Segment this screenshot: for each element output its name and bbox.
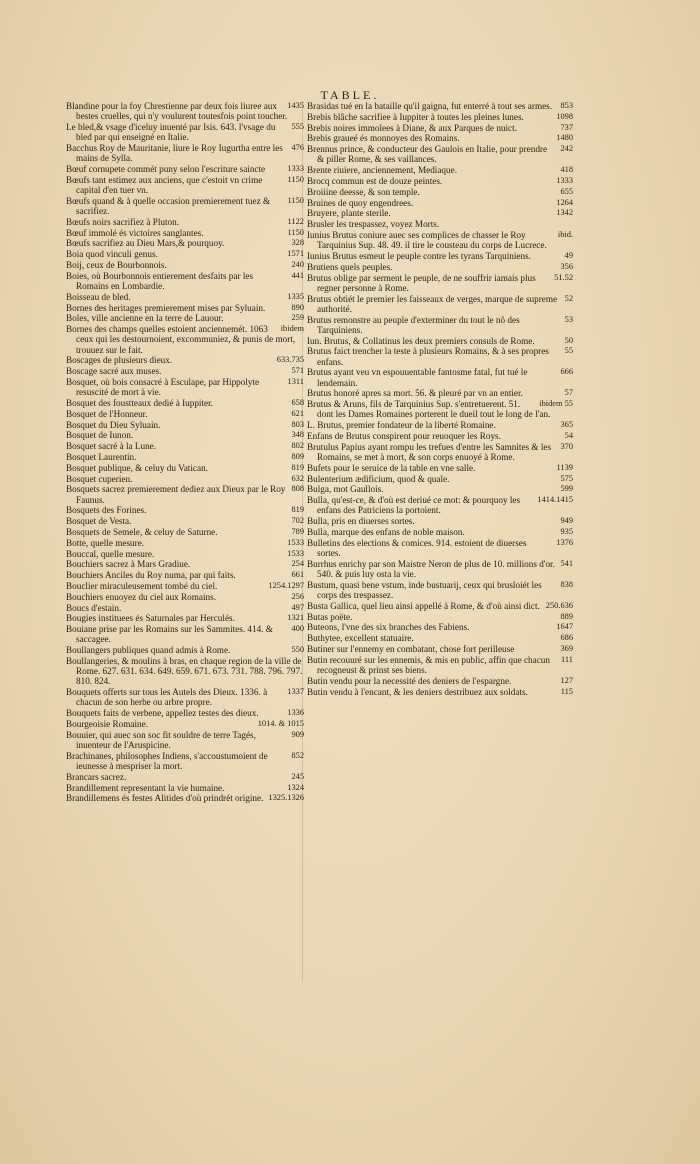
entry-text: Brusler les trespassez, voyez Morts. [307, 219, 440, 230]
page-reference: 242 [560, 144, 573, 154]
entry-text: Boscage sacré aux muses. [66, 366, 162, 377]
entry-text: Brente riuiere, anciennement, Mediaque. [307, 165, 457, 176]
index-entry [66, 313, 304, 323]
page-reference: 1533 [287, 537, 304, 547]
page-reference: 889 [560, 611, 573, 621]
entry-text: Buthytee, excellent statuaire. [307, 633, 414, 644]
entry-text: Boij, ceux de Bourbonnois. [66, 259, 167, 270]
index-entry [66, 730, 304, 750]
page-reference: 370 [560, 441, 573, 451]
page-reference: 1150 [287, 195, 304, 205]
index-entry [66, 249, 304, 259]
page-reference: 400 [291, 624, 304, 634]
page-reference: 328 [291, 238, 304, 248]
page-reference: 1014. & 1015 [257, 718, 304, 728]
entry-text: Bornes des champs quelles estoient anciennemét. 1063 ceux qui les destournoient, excommuniez, & punis de mort, trouuez sur le fait. [66, 324, 296, 355]
entry-text: Butiner sur l'ennemy en combatant, chose fort perilleuse [307, 643, 515, 654]
page-reference: 633.735 [276, 355, 304, 365]
index-entry [66, 687, 304, 707]
index-entry [66, 559, 304, 569]
page-reference: 808 [291, 484, 304, 494]
page-reference: 1254.1297 [268, 580, 304, 590]
left-column [66, 101, 304, 804]
entry-text: Boia quod vinculi genus. [66, 249, 158, 260]
index-entry [307, 559, 573, 579]
index-entry [307, 580, 573, 600]
page-reference: 256 [291, 591, 304, 601]
entry-text: Bosquet du Dieu Syluain. [66, 419, 161, 430]
entry-text: Bouchiers Anciles du Roy numa, par qui faits. [66, 570, 236, 581]
index-entry [66, 420, 304, 430]
entry-text: Bouquets offerts sur tous les Autels des Dieux. 1336. à chacun de son herbe ou arbre propre. [66, 687, 268, 708]
entry-text: Bœuf cornupete commét puny selon l'escriture saincte [66, 164, 266, 174]
page-reference: 909 [291, 729, 304, 739]
page-reference: 49 [564, 250, 573, 260]
page-reference: 819 [291, 505, 304, 515]
index-entry [66, 398, 304, 408]
entry-text: Butin recouuré sur les ennemis, & mis en public, affin que chacun recogneust & prinst ses biens. [307, 654, 550, 675]
index-entry [307, 133, 573, 143]
page-reference: 55 [564, 346, 573, 356]
index-entry [66, 441, 304, 451]
index-entry [307, 399, 573, 419]
entry-text: Brebis noires immolees à Diane, & aux Parques de nuict. [307, 122, 517, 133]
entry-text: Brandillemens és festes Alitides d'où prindrét origine. [66, 793, 264, 804]
index-entry [66, 260, 304, 270]
index-entry [66, 164, 304, 174]
entry-text: Bosquet sacré à la Lune. [66, 441, 157, 452]
entry-text: Bosquet publique, & celuy du Vatican. [66, 462, 208, 473]
page-reference: 621 [291, 408, 304, 418]
index-entry [307, 612, 573, 622]
entry-text: Bouuier, qui auec son soc fit souldre de terre Tagés, inuenteur de l'Aruspicine. [66, 729, 256, 750]
index-entry [66, 292, 304, 302]
page-reference: 1533 [287, 548, 304, 558]
entry-text: Boles, ville ancienne en la terre de Lauour. [66, 313, 224, 324]
page-reference: 1150 [287, 227, 304, 237]
entry-text: Iunius Brutus esmeut le peuple contre les tyrans Tarquiniens. [307, 250, 531, 261]
page-reference: 1311 [287, 376, 304, 386]
entry-text: Bosquet Laurentin. [66, 451, 137, 462]
page-reference: 1647 [556, 622, 573, 632]
index-entry [307, 294, 573, 314]
index-entry [66, 122, 304, 142]
entry-text: Bœufs noirs sacrifiez à Pluton. [66, 216, 180, 227]
page-reference: 555 [291, 122, 304, 131]
entry-text: Brutus oblige par serment le peuple, de ne souffrir iamais plus regner personne à Rome. [307, 272, 536, 293]
entry-text: Bustum, quasi bene vstum, inde bustuarij, ceux qui brusloiét les corps des trespassez. [307, 579, 542, 600]
index-entry [307, 463, 573, 473]
page-reference: 1435 [287, 101, 304, 110]
page-reference: 1414.1415 [537, 495, 573, 505]
page-reference: 476 [291, 143, 304, 152]
index-entry [307, 273, 573, 293]
index-entry [66, 355, 304, 365]
index-entry [307, 474, 573, 484]
entry-text: Bouchiers enuoyez du ciel aux Romains. [66, 591, 217, 602]
page-reference: 1333 [287, 164, 304, 173]
index-entry [307, 123, 573, 133]
page-reference: 658 [291, 397, 304, 407]
page-reference: 115 [560, 686, 573, 696]
entry-text: Brutulus Papius ayant rompu les trefues d'entre les Samnites & les Romains, se met à mort, & son corps enuoyé à Rome. [307, 441, 552, 462]
entry-text: Bosquets sacrez premierement dediez aux Dieux par le Roy Faunus. [66, 484, 286, 505]
index-entry [66, 303, 304, 313]
index-entry [307, 516, 573, 526]
entry-text: Bourgeoisie Romaine. [66, 718, 148, 729]
entry-text: Bosquet de l'Honneur. [66, 408, 148, 419]
index-entry [307, 388, 573, 398]
page-reference: 50 [564, 335, 573, 345]
entry-text: Bornes des heritages premierement mises par Syluain. [66, 302, 266, 313]
index-entry [307, 644, 573, 654]
page-reference: 245 [291, 771, 304, 781]
entry-text: Bœuf immolé és victoires sanglantes. [66, 227, 204, 238]
index-entry [66, 549, 304, 559]
index-entry [66, 217, 304, 227]
index-entry [66, 708, 304, 718]
page-reference: 1264 [556, 197, 573, 207]
entry-text: Bulletins des elections & comices. 914. estoient de diuerses sortes. [307, 537, 527, 558]
index-entry [66, 366, 304, 376]
entry-text: Bosquet, où bois consacré à Esculape, par Hippolyte resuscité de mort à vie. [66, 376, 260, 398]
entry-text: Brandillement representant la vie humaine. [66, 782, 225, 793]
index-entry [66, 324, 304, 355]
entry-text: Busta Gallica, quel lieu ainsi appellé à Rome, & d'où ainsi dict. [307, 600, 540, 611]
index-entry [66, 238, 304, 248]
entry-text: Brutiens quels peuples. [307, 261, 393, 272]
page-reference: 890 [291, 302, 304, 312]
page-reference: 259 [291, 313, 304, 323]
page-reference: 1321 [287, 613, 304, 623]
page-reference: 702 [291, 516, 304, 526]
page-reference: 737 [560, 122, 573, 132]
entry-text: Bouchiers sacrez à Mars Gradiue. [66, 559, 191, 570]
entry-text: Bouquets faits de verbene, appellez testes des dieux. [66, 708, 259, 719]
index-entry [66, 484, 304, 504]
index-entry [307, 484, 573, 494]
index-entry [66, 538, 304, 548]
index-entry [66, 581, 304, 591]
index-entry [66, 624, 304, 644]
index-entry [307, 208, 573, 218]
page-reference: ibidem 55 [539, 399, 573, 409]
index-entry [307, 495, 573, 515]
entry-text: Brocq commun est de douze peintes. [307, 175, 443, 186]
index-entry [307, 144, 573, 164]
entry-text: Brennus prince, & conducteur des Gaulois en Italie, pour prendre & piller Rome, & ses vaillances. [307, 144, 548, 165]
index-entry [66, 783, 304, 793]
index-entry [307, 655, 573, 675]
index-entry [307, 336, 573, 346]
index-entry [307, 101, 573, 111]
page-reference: 575 [560, 473, 573, 483]
page-reference: 240 [291, 259, 304, 269]
page-reference: 949 [560, 516, 573, 526]
entry-text: Brutus remonstre au peuple d'exterminer du tout le nô des Tarquiniens. [307, 314, 520, 335]
page-reference: 935 [560, 526, 573, 536]
entry-text: Burrhus enrichy par son Maistre Neron de plus de 10. millions d'or. 540. & puis luy osta la vie. [307, 558, 555, 579]
page-reference: 1139 [556, 462, 573, 472]
index-entry [66, 271, 304, 291]
page-reference: 250.636 [545, 600, 573, 610]
entry-text: Bulga, mot Gaullois. [307, 484, 384, 495]
page-reference: 348 [291, 430, 304, 440]
index-entry [66, 452, 304, 462]
entry-text: Bosquets de Semele, & celuy de Saturne. [66, 526, 218, 537]
page-reference: 632 [291, 473, 304, 483]
page-reference: 686 [560, 633, 573, 643]
page-reference: 853 [560, 101, 573, 110]
index-entry [66, 793, 304, 803]
index-entry [66, 592, 304, 602]
entry-text: Brancars sacrez. [66, 771, 127, 782]
entry-text: Boscages de plusieurs dieux. [66, 355, 173, 366]
index-entry [307, 346, 573, 366]
entry-text: Bosquets des Forines. [66, 505, 147, 516]
index-entry [307, 176, 573, 186]
entry-text: L. Brutus, premier fondateur de la liberté Romaine. [307, 420, 496, 431]
index-entry [66, 143, 304, 163]
entry-text: Brutus & Aruns, fils de Tarquinius Sup. s'entretuerent. 51. dont les Dames Romaines porterent le dueil tout le long de l'an. [307, 399, 551, 420]
entry-text: Bosquet de Vesta. [66, 516, 132, 527]
page-reference: 365 [560, 420, 573, 430]
page-reference: 1333 [556, 175, 573, 185]
entry-text: Butin vendu à l'encant, & les deniers destribuez aux soldats. [307, 686, 528, 697]
index-entry [66, 377, 304, 397]
page-reference: 1480 [556, 133, 573, 143]
entry-text: Brutus obtiét le premier les faisseaux de verges, marque de supreme authorité. [307, 293, 558, 314]
entry-text: Bouclier miraculeusement tombé du ciel. [66, 580, 218, 591]
entry-text: Brutus faict trencher la teste à plusieurs Romains, & à ses propres enfans. [307, 346, 549, 367]
index-entry [307, 633, 573, 643]
entry-text: Iun. Brutus, & Collatinus les deux premiers consuls de Rome. [307, 335, 535, 346]
page-title: TABLE. [320, 88, 380, 102]
page-reference: 599 [560, 484, 573, 494]
entry-text: Bosquet de Iunon. [66, 430, 134, 441]
entry-text: Boullangeries, & moulins à bras, en chaque region de la ville de Rome. 627. 631. 634. 649. 659. 671. 673. 731. 788. 796. 797. 810. 824. [66, 655, 303, 687]
entry-text: Bœufs sacrifiez au Dieu Mars,& pourquoy. [66, 238, 225, 249]
page-reference: 852 [291, 750, 304, 760]
page-reference: 819 [291, 462, 304, 472]
entry-text: Boies, où Bourbonnois entierement desfaits par les Romains en Lombardie. [66, 270, 254, 291]
index-entry [66, 196, 304, 216]
page-reference: 1098 [556, 111, 573, 121]
index-entry [66, 656, 304, 687]
index-entry [66, 751, 304, 771]
index-entry [307, 198, 573, 208]
index-entry [66, 463, 304, 473]
entry-text: Brutus honoré apres sa mort. 56. & pleuré par vn an entier. [307, 388, 523, 399]
page-reference: 550 [291, 645, 304, 655]
page-reference: 802 [291, 441, 304, 451]
index-entry [307, 538, 573, 558]
entry-text: Bosquet des foustteaux dedié à Iuppiter. [66, 397, 213, 408]
entry-text: Buteons, l'vne des six branches des Fabiens. [307, 622, 470, 633]
page-reference: 1150 [287, 174, 304, 184]
entry-text: Blandine pour la foy Chrestienne par deux fois liuree aux bestes cruelles, qui n'y voulurent toutesfois point toucher. [66, 101, 288, 122]
index-entry [307, 367, 573, 387]
entry-text: Butin vendu pour la necessité des deniers de l'espargne. [307, 675, 512, 686]
entry-text: Bruines de quoy engendrees. [307, 197, 414, 208]
entry-text: Bosquet cuperien. [66, 473, 133, 484]
page-reference: 1122 [287, 216, 304, 226]
page-reference: 1342 [556, 208, 573, 218]
index-entry [307, 251, 573, 261]
page-reference: 1335 [287, 291, 304, 301]
page-reference: 369 [560, 643, 573, 653]
entry-text: Brebis graueé és monnoyes des Romains. [307, 133, 460, 144]
page-reference: 1336 [287, 708, 304, 718]
page-reference: 497 [291, 602, 304, 612]
entry-text: Brasidas tué en la bataille qu'il gaigna, fut enterré à tout ses armes. [307, 101, 553, 111]
entry-text: Bœufs tant estimez aux anciens, que c'estoit vn crime capital d'en tuer vn. [66, 174, 263, 195]
index-entry [307, 165, 573, 175]
page-reference: 809 [291, 451, 304, 461]
page-reference: 418 [560, 165, 573, 175]
page-reference: 1324 [287, 782, 304, 792]
index-entry [307, 262, 573, 272]
page-reference: 57 [564, 388, 573, 398]
page-reference: ibidem [280, 324, 304, 334]
page-reference: 52 [564, 293, 573, 303]
page-reference: 356 [560, 261, 573, 271]
page-reference: 127 [560, 675, 573, 685]
entry-text: Enfans de Brutus conspirent pour reuoquer les Roys. [307, 430, 501, 441]
page-reference: 1325.1326 [268, 793, 304, 803]
entry-text: Boucs d'estain. [66, 602, 122, 613]
entry-text: Boisseau de bled. [66, 291, 131, 302]
index-entry [307, 622, 573, 632]
entry-text: Bacchus Roy de Mauritanie, liure le Roy Iugurtha entre les mains de Sylla. [66, 143, 283, 164]
entry-text: Botte, quelle mesure. [66, 537, 145, 548]
page-reference: 51.52 [554, 272, 573, 282]
entry-text: Bulla, qu'est-ce, & d'où est deriué ce mot: & pourquoy les enfans des Patriciens la portoient. [307, 495, 521, 516]
page-reference: ibid. [557, 229, 573, 239]
page-reference: 541 [560, 558, 573, 568]
page-reference: 661 [291, 570, 304, 580]
page-reference: 666 [560, 367, 573, 377]
entry-text: Bufets pour le seruice de la table en vne salle. [307, 462, 476, 473]
index-entry [307, 676, 573, 686]
entry-text: Brutus ayant veu vn espouuentable fantosme fatal, fut tué le lendemain. [307, 367, 528, 388]
entry-text: Iunius Brutus coniure auec ses complices de chasser le Roy Tarquinius Sup. 48. 49. il tire le cousteau du corps de Lucrece. [307, 229, 547, 251]
index-entry [66, 772, 304, 782]
index-entry [307, 442, 573, 462]
index-entry [66, 570, 304, 580]
index-entry [66, 505, 304, 515]
page-reference: 111 [561, 654, 573, 664]
page-reference: 655 [560, 186, 573, 196]
entry-text: Bouiane prise par les Romains sur les Sammites. 414. & saccagee. [66, 624, 273, 645]
index-entry [307, 315, 573, 335]
index-entry [66, 474, 304, 484]
page-reference: 571 [291, 366, 304, 376]
entry-text: Brebis blâche sacrifiee à Iuppiter à toutes les pleines lunes. [307, 111, 524, 122]
index-entry [66, 228, 304, 238]
page-reference: 1571 [287, 249, 304, 259]
entry-text: Bruyere, plante sterile. [307, 208, 391, 219]
page-reference: 803 [291, 419, 304, 429]
entry-text: Bougies instituees és Saturnales par Herculés. [66, 613, 235, 624]
index-entry [66, 645, 304, 655]
entry-text: Butas poëte. [307, 611, 353, 622]
index-entry [307, 230, 573, 250]
page-reference: 254 [291, 559, 304, 569]
entry-text: Brachinanes, philosophes Indiens, s'accoustumoient de ieunesse à mespriser la mort. [66, 750, 268, 771]
right-column [307, 101, 573, 697]
entry-text: Bœufs quand & à quelle occasion premierement tuez & sacrifiez. [66, 195, 271, 216]
index-entry [66, 175, 304, 195]
page-reference: 1337 [287, 687, 304, 697]
index-entry [66, 430, 304, 440]
index-entry [307, 527, 573, 537]
index-entry [66, 527, 304, 537]
page-reference: 1376 [556, 537, 573, 547]
index-entry [307, 601, 573, 611]
page-reference: 53 [564, 314, 573, 324]
index-entry [66, 516, 304, 526]
index-entry [307, 420, 573, 430]
page-reference: 54 [564, 430, 573, 440]
index-entry [307, 219, 573, 229]
index-entry [307, 431, 573, 441]
entry-text: Bulla, marque des enfans de noble maison. [307, 526, 465, 537]
entry-text: Broiiine deesse, & son temple. [307, 186, 420, 197]
index-entry [66, 101, 304, 121]
entry-text: Bulla, pris en diuerses sortes. [307, 516, 415, 527]
index-entry [66, 409, 304, 419]
entry-text: Boullangers publiques quand admis à Rome. [66, 645, 231, 656]
index-entry [307, 687, 573, 697]
page-reference: 441 [291, 270, 304, 280]
entry-text: Bouccal, quelle mesure. [66, 548, 155, 559]
entry-text: Bulenterium ædificium, quod & quale. [307, 473, 450, 484]
index-entry [66, 603, 304, 613]
page-reference: 789 [291, 526, 304, 536]
page-reference: 838 [560, 579, 573, 589]
index-entry [66, 613, 304, 623]
index-entry [307, 187, 573, 197]
index-entry [307, 112, 573, 122]
index-entry [66, 719, 304, 729]
entry-text: Le bled,& vsage d'iceluy inuenté par Isis. 643. l'vsage du bled par qui enseigné en Italie. [66, 122, 276, 143]
